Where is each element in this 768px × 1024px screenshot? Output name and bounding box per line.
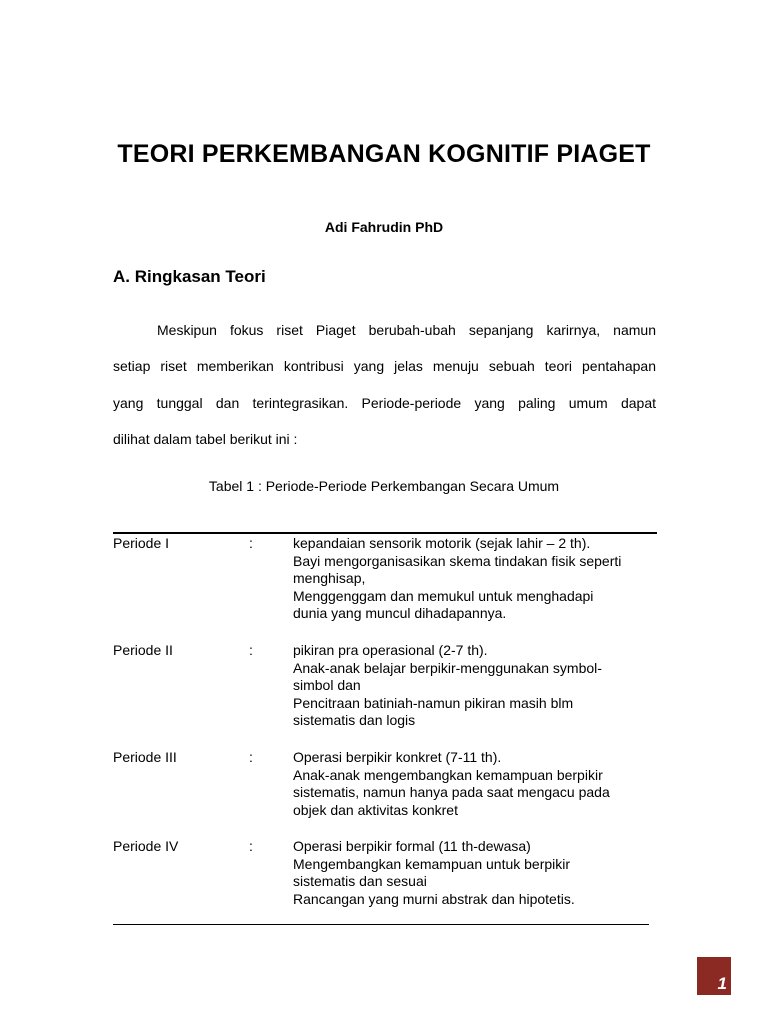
table-row-description xyxy=(293,535,663,623)
description-line: objek dan aktivitas konkret xyxy=(293,801,458,818)
table-row-label: Periode III xyxy=(113,749,177,765)
table-row-label: Periode I xyxy=(113,535,170,551)
description-line: Anak-anak belajar berpikir-menggunakan symbol- xyxy=(293,659,602,676)
description-line: Operasi berpikir formal (11 th-dewasa) xyxy=(293,838,531,854)
table-row-colon: : xyxy=(249,838,253,854)
table-row-description xyxy=(293,642,663,730)
description-line: simbol dan xyxy=(293,677,361,693)
description-line: Rancangan yang murni abstrak dan hipotetis. xyxy=(293,890,575,907)
description-line: Operasi berpikir konkret (7-11 th). xyxy=(293,749,502,765)
author-name: Adi Fahrudin PhD xyxy=(324,219,444,235)
table-row-description xyxy=(293,749,663,819)
paragraph-line: setiap riset memberikan kontribusi yang jelas menuju sebuah teori pentahapan xyxy=(113,358,656,374)
description-line: sistematis dan sesuai xyxy=(293,873,427,889)
description-line: kepandaian sensorik motorik (sejak lahir – 2 th). xyxy=(293,535,591,551)
description-line: menghisap, xyxy=(293,570,366,586)
table-bottom-rule xyxy=(113,924,649,925)
description-line: Anak-anak mengembangkan kemampuan berpikir xyxy=(293,766,603,783)
table-top-rule xyxy=(113,532,657,534)
table-caption: Tabel 1 : Periode-Periode Perkembangan Secara Umum xyxy=(208,478,560,494)
table-row-colon: : xyxy=(249,642,253,658)
table-row-colon: : xyxy=(249,749,253,765)
paragraph-line: yang tunggal dan terintegrasikan. Periode-periode yang paling umum dapat xyxy=(113,395,656,411)
page-number-badge xyxy=(697,957,731,995)
table-row-description xyxy=(293,838,663,908)
description-line: Menggenggam dan memukul untuk menghadapi xyxy=(293,587,594,604)
paragraph-line: dilihat dalam tabel berikut ini : xyxy=(113,431,298,447)
table-row-label: Periode II xyxy=(113,642,173,658)
description-line: dunia yang muncul dihadapannya. xyxy=(293,605,507,621)
page-number: 1 xyxy=(717,974,727,993)
document-title: TEORI PERKEMBANGAN KOGNITIF PIAGET xyxy=(117,140,651,168)
description-line: sistematis dan logis xyxy=(293,712,416,728)
table-row-colon: : xyxy=(249,535,253,551)
section-heading: A. Ringkasan Teori xyxy=(113,267,266,286)
paragraph-line: Meskipun fokus riset Piaget berubah-ubah sepanjang karirnya, namun xyxy=(157,322,656,338)
table-row-label: Periode IV xyxy=(113,838,179,854)
description-line: Bayi mengorganisasikan skema tindakan fisik seperti xyxy=(293,552,622,569)
description-line: pikiran pra operasional (2-7 th). xyxy=(293,642,488,658)
description-line: sistematis, namun hanya pada saat mengacu pada xyxy=(293,784,610,800)
description-line: Pencitraan batiniah-namun pikiran masih blm xyxy=(293,694,574,711)
description-line: Mengembangkan kemampuan untuk berpikir xyxy=(293,855,571,872)
